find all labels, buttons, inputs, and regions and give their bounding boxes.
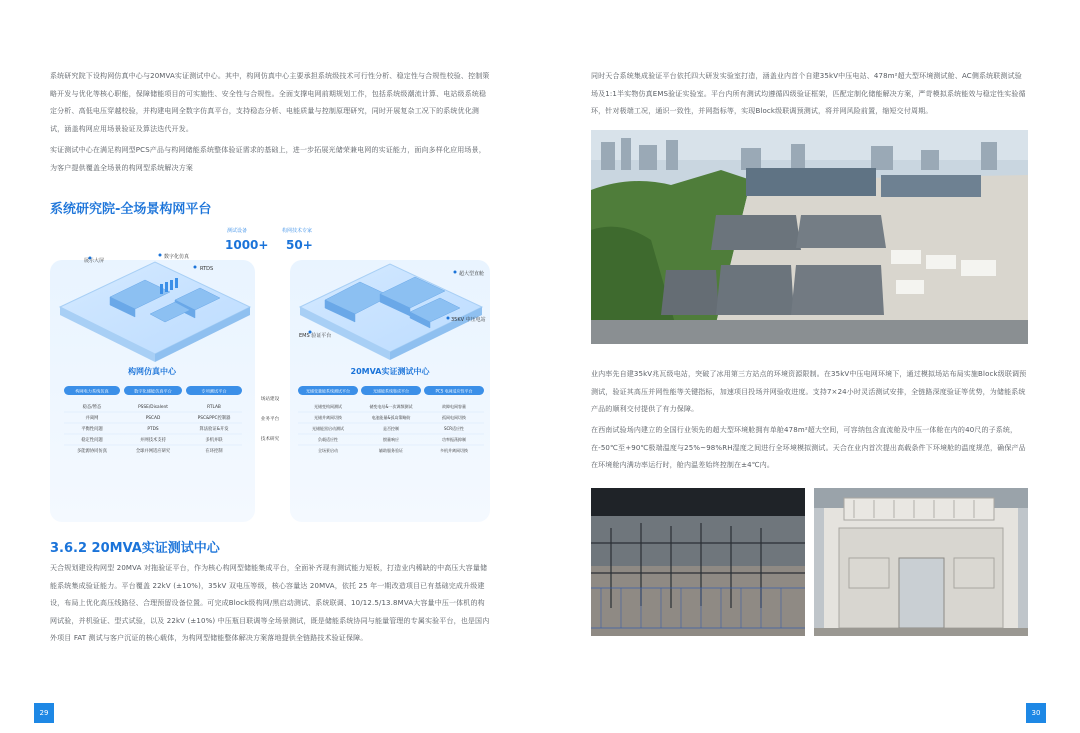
left-item: 算法验证&开发 xyxy=(199,427,229,432)
left-item: PSCAD xyxy=(145,416,161,421)
right-paragraph-1: 同时天合系统集成验证平台依托四大研发实验室打造，涵盖业内首个自建35kV中压电站、478m²超大型环境测试舱、AC侧系统联测试验场及1:1半实物仿真EMS验证实验室。平台内所有测试均遵循四级验证框架，匹配定制化储能解决方案，严苛模拟系统能效与稳定性实验循环，针对极端工况，通识一致性，并网指标等，实现Block级联调预测试，将并网风险前置，缩短交付周期。 xyxy=(591,72,1026,115)
left-callout-0: 展示大屏 xyxy=(84,258,105,264)
page-number-left: 29 xyxy=(34,703,54,723)
stat-label-0: 测试设备 xyxy=(227,228,248,234)
right-paragraph-3: 在西南试验场内建立的全国行业领先的超大型环境舱拥有单舱478m²超大空间，可容纳包含直流舱及中压一体舱在内的40尺的子系统，在-50℃至+90℃极端温度与25%~98%RH湿度之间进行全环境模拟测试。天合在业内首次提出高载条件下环境舱的温度规范，确保产品在环境舱内满功率运行时，舱内温差始终控制在±4℃内。 xyxy=(591,426,1026,469)
left-callout-2: RTDS xyxy=(200,266,214,272)
left-item: 并离网 xyxy=(85,416,99,421)
left-item: 稳态/暂态 xyxy=(82,405,102,410)
right-item: 辅助服务验证 xyxy=(379,448,403,453)
substation-photo xyxy=(591,488,805,636)
middle-label-1: 业务平台 xyxy=(260,417,280,422)
right-item: 功率振荡抑制 xyxy=(442,437,466,442)
right-item: SCR适应性 xyxy=(443,426,465,431)
stat-label-1: 构网技术专家 xyxy=(282,228,313,234)
left-item: RTLAB xyxy=(207,405,221,410)
right-item: 电池能量&孤岛策略防 xyxy=(371,415,411,420)
right-center-title: 20MVA实证测试中心 xyxy=(350,367,430,376)
left-item: 稳定性问题 xyxy=(81,438,103,443)
intro-paragraph-2: 实证测试中心在满足构网型PCS产品与构网储能系统整体验证需求的基础上，进一步拓展光储荣兼电网的实证能力，面向多样化应用场景，为客户提供覆盖全场景的构网型系统解决方案 xyxy=(50,146,486,172)
right-item: 全场景启动 xyxy=(318,448,338,453)
right-col-header-1: 光储能系统集成平台 xyxy=(373,388,409,394)
aerial-photo xyxy=(591,130,1028,344)
left-item: PTDS xyxy=(147,427,159,432)
right-callout-1: 35KV 中压电站 xyxy=(451,317,486,323)
platform-diagram xyxy=(50,222,490,522)
section-362-title: 3.6.2 20MVA实证测试中心 xyxy=(50,541,220,556)
right-item: 光储并离网切换 xyxy=(314,415,342,420)
left-col-header-0: 构网电力系统仿真 xyxy=(75,388,109,394)
right-callout-0: 超大型直舱 xyxy=(459,271,485,277)
left-col-header-1: 数字化储能仿真平台 xyxy=(134,388,172,394)
right-item: 储变电站&一次调频测试 xyxy=(369,404,413,409)
right-col-header-0: 光储变量能系统测试平台 xyxy=(306,388,350,394)
left-item: 全球并网适应研究 xyxy=(135,449,171,454)
left-item: PSSE/Disalent xyxy=(138,405,168,410)
left-center-title: 构网仿真中心 xyxy=(128,367,176,376)
intro-paragraph-1: 系统研究院下设构网仿真中心与20MVA实证测试中心。其中，构网仿真中心主要承担系统级技术可行性分析、稳定性与合规性校验、控制策略开发与优化等核心职能，保障储能项目的可实施性、安全性与合规性。全面支撑电网前期规划工作，包括系统级潮流计算、电站级系统稳定分析、高低电压穿越校验，并构建电网全数字仿真平台，支持稳态分析、电能质量与控制原理研究，同时开展复杂工况下的系统优化测试，涵盖构网应用场景验证及算法迭代开发。 xyxy=(50,72,490,133)
page-number-right: 30 xyxy=(1026,703,1046,723)
right-item: 多机并离网切换 xyxy=(440,448,468,453)
right-item: 光储变构网测试 xyxy=(314,404,342,409)
left-item: 多能源协同仿真 xyxy=(76,449,108,454)
left-item: PSC&PPC控制器 xyxy=(197,416,231,421)
right-item: 光储能黑启动测试 xyxy=(312,426,344,431)
right-item: 负载适应性 xyxy=(318,437,338,442)
stat-value-0: 1000+ xyxy=(225,238,269,252)
right-col-header-2: PCS 电网适应性平台 xyxy=(435,388,473,394)
climate-chamber-photo xyxy=(814,488,1028,636)
middle-label-0: 场站建设 xyxy=(260,397,280,402)
left-callout-1: 数字化仿真 xyxy=(164,254,190,260)
right-paragraph-2: 业内率先自建35kV兆瓦级电站，突破了冰用第三方站点的环境资源限制。在35kV中压电网环境下，通过模拟场站布局实施Block级联调预测试，验证其高压并网性能等关键指标，加速项目投场并网验收进度。支持7×24小时灵活测试安排，全链路深度验证等优势，为储能系统产品的顺利交付提供了有力保障。 xyxy=(591,370,1027,413)
section-362-paragraph: 天合规划建设构网型 20MVA 对拖验证平台，作为核心构网型储能集成平台，全面补齐现有测试能力短板，打造业内稀缺的中高压大容量储能系统集成验证能力。平台覆盖 22kV (±10%)，35kV 双电压等级，核心容量达 20MVA，依托 25 年一期改造项目已有基础完成升级建设，布局上优化高压线路径、合理预留设备位置。可完成Block级构网/黑启动测试、系统联调、10/12.5/13.8MVA大容量中压一体机的构网试验，并机验证、型式试验，以及 22kV (±10%) 中压瓶目联调等全场景测试，既是储能系统协同与能量管理的专属实验平台，也是国内外项目 FAT 测试与客户沉证的核心载体，为构网型储能整体解决方案落地提供全链路技术验证保障。 xyxy=(50,564,490,642)
right-item: 惯量响应 xyxy=(383,437,399,442)
left-item: 多机并联 xyxy=(205,438,223,443)
right-item: 故障电网容量 xyxy=(442,404,466,409)
left-col-header-2: 专项测试平台 xyxy=(201,388,227,394)
middle-label-2: 技术研究 xyxy=(260,437,280,442)
right-item: 是否控制 xyxy=(383,426,399,431)
right-item: 孤网电网切换 xyxy=(442,415,466,420)
section-title: 系统研究院-全场景构网平台 xyxy=(50,202,212,217)
right-callout-2: EMS 验证平台 xyxy=(299,333,332,339)
left-item: 平衡性问题 xyxy=(81,427,103,432)
left-item: 并网技术支持 xyxy=(140,438,166,443)
left-item: 在环控制 xyxy=(205,449,223,454)
stat-value-1: 50+ xyxy=(286,238,313,252)
